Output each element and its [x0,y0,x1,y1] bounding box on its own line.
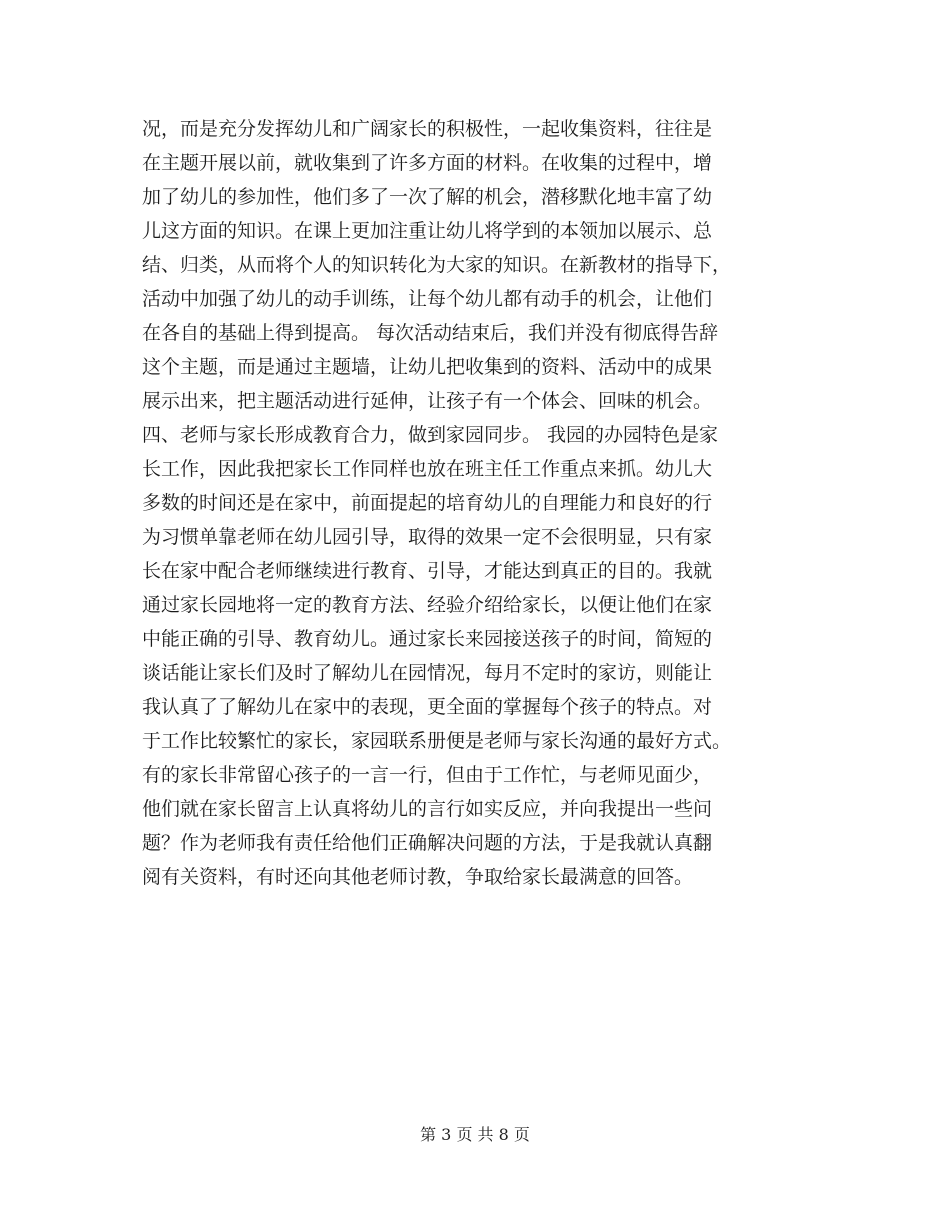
text-line: 阅有关资料，有时还向其他老师讨教，争取给家长最满意的回答。 [142,866,694,888]
text-line: 他们就在家长留言上认真将幼儿的言行如实反应，并向我提出一些问 [142,798,713,820]
text-line: 谈话能让家长们及时了解幼儿在园情况，每月不定时的家访，则能让 [142,662,713,684]
text-line: 结、归类，从而将个人的知识转化为大家的知识。在新教材的指导下， [142,254,732,276]
text-line: 加了幼儿的参加性，他们多了一次了解的机会，潜移默化地丰富了幼 [142,186,713,208]
text-line: 中能正确的引导、教育幼儿。通过家长来园接送孩子的时间，简短的 [142,628,713,650]
text-line: 这个主题，而是通过主题墙，让幼儿把收集到的资料、活动中的成果 [142,356,713,378]
text-line: 儿这方面的知识。在课上更加注重让幼儿将学到的本领加以展示、总 [142,220,713,242]
text-line: 为习惯单靠老师在幼儿园引导，取得的效果一定不会很明显，只有家 [142,526,713,548]
text-line: 展示出来，把主题活动进行延伸，让孩子有一个体会、回味的机会。 [142,390,713,412]
text-line: 长工作，因此我把家长工作同样也放在班主任工作重点来抓。幼儿大 [142,458,713,480]
text-line: 长在家中配合老师继续进行教育、引导，才能达到真正的目的。我就 [142,560,713,582]
text-line: 在主题开展以前，就收集到了许多方面的材料。在收集的过程中，增 [142,152,713,174]
text-line: 题？作为老师我有责任给他们正确解决问题的方法，于是我就认真翻 [142,832,713,854]
text-line: 有的家长非常留心孩子的一言一行，但由于工作忙，与老师见面少， [142,764,713,786]
text-line: 活动中加强了幼儿的动手训练，让每个幼儿都有动手的机会，让他们 [142,288,713,310]
text-line: 通过家长园地将一定的教育方法、经验介绍给家长，以便让他们在家 [142,594,713,616]
page-number-footer: 第 3 页 共 8 页 [420,1125,530,1144]
text-line: 况，而是充分发挥幼儿和广阔家长的积极性，一起收集资料，往往是 [142,118,713,140]
text-line: 在各自的基础上得到提高。 每次活动结束后，我们并没有彻底得告辞 [142,322,719,344]
text-line: 四、老师与家长形成教育合力，做到家园同步。 我园的办园特色是家 [142,424,719,446]
text-line: 于工作比较繁忙的家长，家园联系册便是老师与家长沟通的最好方式。 [142,730,732,752]
text-line: 多数的时间还是在家中，前面提起的培育幼儿的自理能力和良好的行 [142,492,713,514]
text-line: 我认真了了解幼儿在家中的表现，更全面的掌握每个孩子的特点。对 [142,696,713,718]
body-text [142,112,822,894]
